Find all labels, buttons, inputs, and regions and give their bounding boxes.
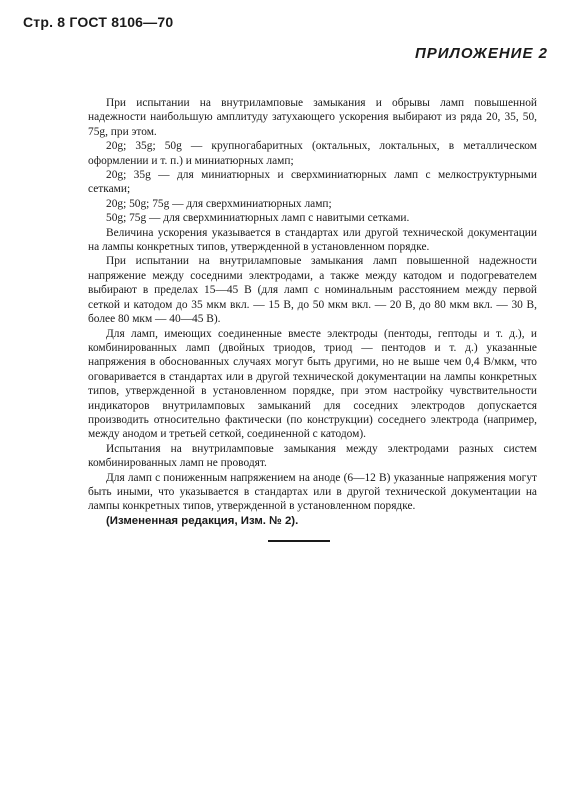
paragraph-intro: При испытании на внутриламповые замыкания и обрывы ламп повышенной надежности наибольшую амплитуду затухающего ускорения выбирают из ряда 20, 35, 50, 75g, при этом. <box>88 97 537 138</box>
paragraph-low-voltage: Для ламп с пониженным напряжением на аноде (6—12 В) указанные напряжения могут быть иными, что указывается в стандартах или в другой технической документации на лампы конкретных типов, утвержденной в установленном порядке. <box>88 471 537 513</box>
section-divider <box>268 540 330 542</box>
paragraph-list-item: 20g; 35g; 50g — крупногабаритных (октальных, локтальных, в металлическом оформлении и т. п.) и миниатюрных ламп; <box>88 140 537 167</box>
paragraph-list-item: 20g; 35g — для миниатюрных и сверхминиатюрных ламп с мелкоструктурными сетками; <box>88 169 537 196</box>
revision-note: (Измененная редакция, Изм. № 2). <box>106 514 299 527</box>
page-header: Стр. 8 ГОСТ 8106—70 <box>23 14 174 30</box>
paragraph-no-testing: Испытания на внутриламповые замыкания между электродами разных систем комбинированных ламп не проводят. <box>88 442 537 470</box>
appendix-title: ПРИЛОЖЕНИЕ 2 <box>414 45 548 62</box>
paragraph-acceleration: Величина ускорения указывается в стандартах или другой технической документации на лампы конкретных типов, утвержденной в установленном порядке. <box>88 226 537 254</box>
body-text <box>88 96 537 528</box>
paragraph-voltage: При испытании на внутриламповые замыкания ламп повышенной надежности напряжение между соседними электродами, а также между катодом и подогревателем выбирают в пределах 15—45 В (для ламп с номинальным расстоянием между первой сеткой и катодом до 35 мкм вкл. — 15 В, до 50 мкм вкл. — 20 В, до 80 мкм вкл. — 30 В, более 80 мкм — 40—45 В). <box>88 255 537 326</box>
paragraph-list-item: 50g; 75g — для сверхминиатюрных ламп с навитыми сетками. <box>106 212 410 225</box>
paragraph-combined-lamps: Для ламп, имеющих соединенные вместе электроды (пентоды, гептоды и т. д.), и комбинированных ламп (двойных триодов, триод — пентодов и т. д.) указанные напряжения в обоснованных случаях могут быть другими, но не выше чем 0,4 В/мкм, что оговаривается в стандартах или в другой технической документации на лампы конкретных типов, утвержденной в установленном порядке, при этом настройку чувствительности индикаторов внутриламповых замыканий для соседних электродов допускается производить относительно фактически (по конструкции) соседнего электрода (например, между анодом и третьей сеткой, соединенной с катодом). <box>88 327 537 441</box>
paragraph-list-item: 20g; 50g; 75g — для сверхминиатюрных ламп; <box>106 197 332 210</box>
